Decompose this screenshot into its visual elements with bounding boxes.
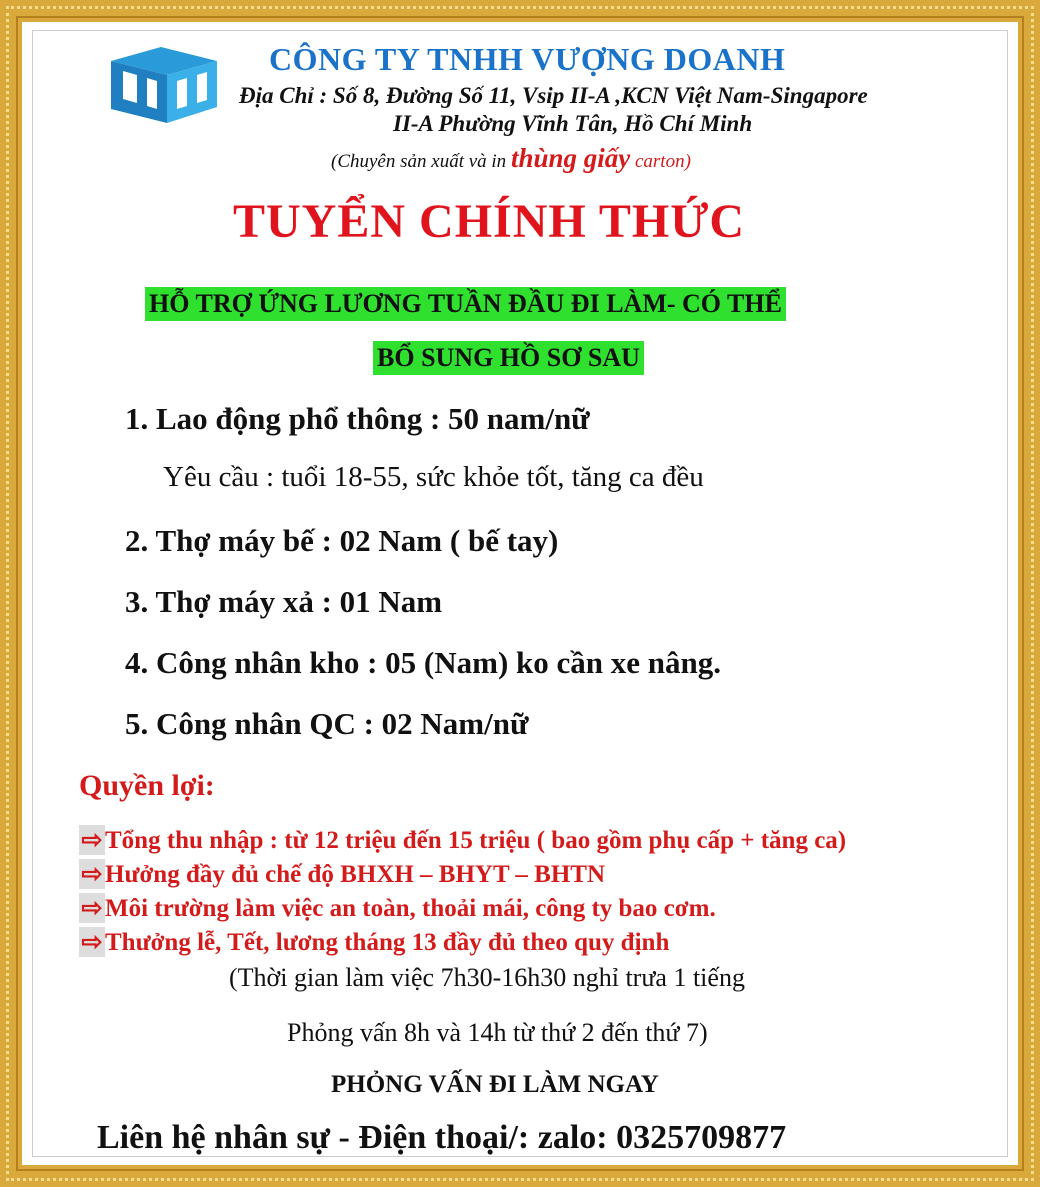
- benefit-text: Thưởng lễ, Tết, lương tháng 13 đầy đủ theo quy định: [105, 929, 670, 956]
- contact-info: Liên hệ nhân sự - Điện thoại/: zalo: 0325709877: [97, 1119, 787, 1156]
- interview-notice: PHỎNG VẤN ĐI LÀM NGAY: [331, 1071, 659, 1098]
- arrow-right-icon: ⇨: [79, 825, 105, 855]
- benefits-title: Quyền lợi:: [79, 769, 215, 802]
- company-logo-icon: [103, 43, 225, 125]
- address-line-2: II-A Phường Vĩnh Tân, Hồ Chí Minh: [393, 111, 753, 136]
- address-line-1: Địa Chỉ : Số 8, Đường Số 11, Vsip II-A ,KCN Việt Nam-Singapore: [239, 83, 868, 108]
- job-item: 4. Công nhân kho : 05 (Nam) ko cần xe nâng.: [125, 645, 721, 680]
- highlight-line-1: HỖ TRỢ ỨNG LƯƠNG TUẦN ĐẦU ĐI LÀM- CÓ THỂ: [145, 287, 786, 321]
- benefit-item: [79, 893, 716, 923]
- benefit-item: [79, 859, 605, 889]
- poster-content: [32, 30, 1008, 1157]
- benefit-text: Tổng thu nhập : từ 12 triệu đến 15 triệu ( bao gồm phụ cấp + tăng ca): [105, 827, 847, 854]
- benefit-text: Hưởng đầy đủ chế độ BHXH – BHYT – BHTN: [105, 861, 606, 888]
- benefit-text: Môi trường làm việc an toàn, thoải mái, công ty bao cơm.: [105, 895, 716, 922]
- job-item: 1. Lao động phổ thông : 50 nam/nữ: [125, 401, 590, 436]
- specialty-main: thùng giấy: [510, 143, 631, 173]
- job-item: 5. Công nhân QC : 02 Nam/nữ: [125, 706, 529, 741]
- job-item: 3. Thợ máy xả : 01 Nam: [125, 584, 443, 619]
- job-item: 2. Thợ máy bế : 02 Nam ( bế tay): [125, 523, 559, 558]
- schedule-line-1: (Thời gian làm việc 7h30-16h30 nghỉ trưa 1 tiếng: [229, 963, 745, 992]
- specialty-prefix: (Chuyên sản xuất và in: [331, 151, 511, 172]
- schedule-line-2: Phỏng vấn 8h và 14h từ thứ 2 đến thứ 7): [287, 1018, 708, 1047]
- company-specialty: [331, 143, 691, 174]
- job-requirement: Yêu cầu : tuổi 18-55, sức khỏe tốt, tăng ca đều: [163, 461, 704, 493]
- highlight-line-2: BỔ SUNG HỒ SƠ SAU: [373, 341, 644, 375]
- company-name: CÔNG TY TNHH VƯỢNG DOANH: [269, 41, 786, 77]
- recruit-title: TUYỂN CHÍNH THỨC: [233, 195, 746, 248]
- benefit-item: [79, 825, 846, 855]
- arrow-right-icon: ⇨: [79, 927, 105, 957]
- arrow-right-icon: ⇨: [79, 859, 105, 889]
- specialty-suffix: carton): [630, 151, 691, 172]
- arrow-right-icon: ⇨: [79, 893, 105, 923]
- benefit-item: [79, 927, 669, 957]
